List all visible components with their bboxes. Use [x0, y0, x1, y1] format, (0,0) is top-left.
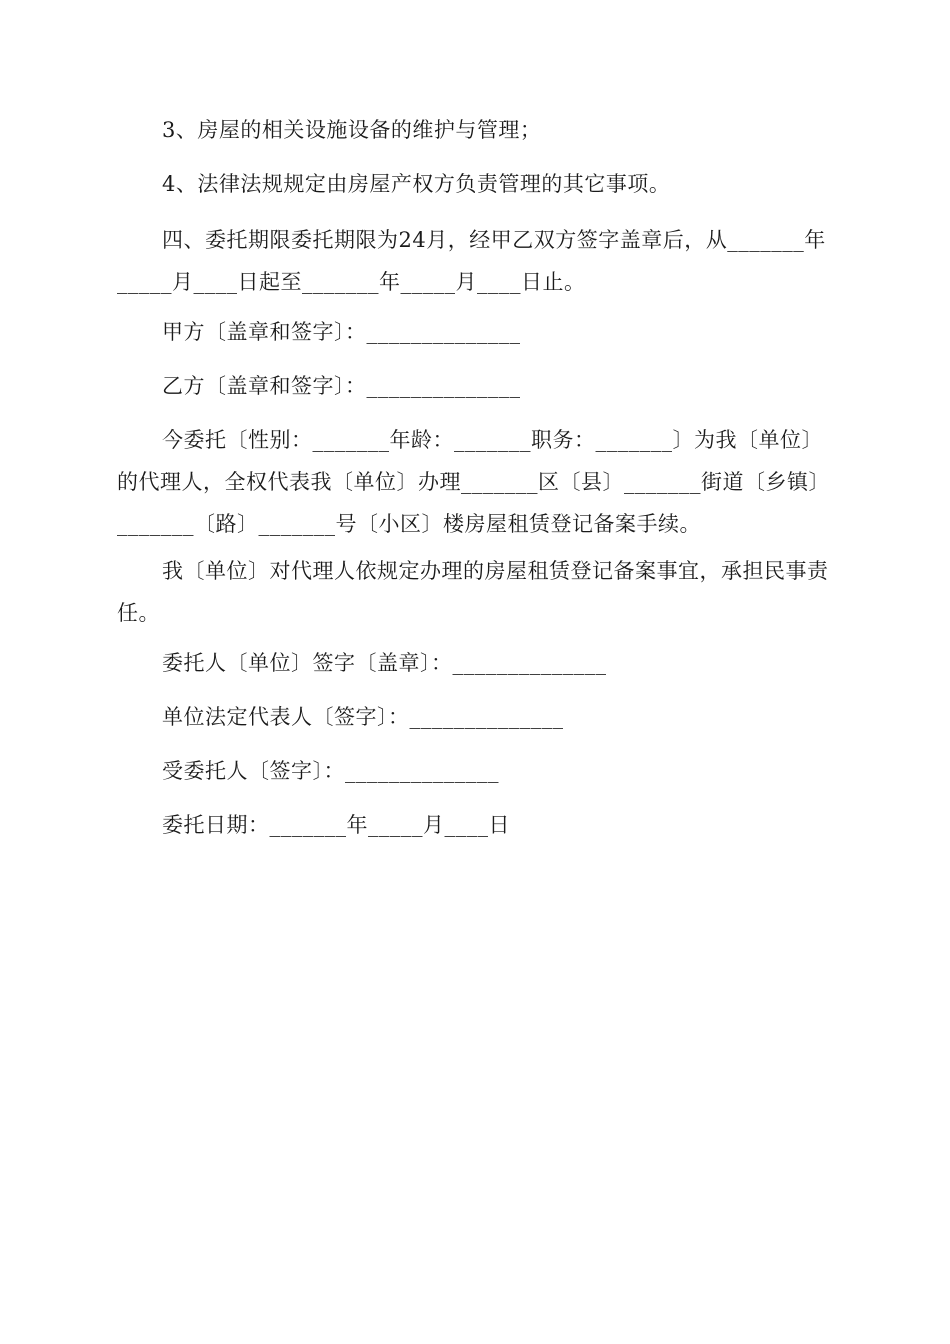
- agent-signature-line: 受委托人〔签字〕：______________: [162, 759, 499, 783]
- party-a-signature-line: 甲方〔盖章和签字〕：______________: [162, 320, 521, 344]
- liability-statement: 我〔单位〕对代理人依规定办理的房屋租赁登记备案事宜，承担民事责任。: [117, 559, 829, 625]
- section-4-entrust-period: 四、委托期限委托期限为24月，经甲乙双方签字盖章后，从_______年_____月____日起至_______年_____月____日止。: [117, 228, 826, 294]
- clause-3-facility-maintenance: 3、房屋的相关设施设备的维护与管理；: [162, 118, 542, 142]
- legal-representative-signature-line: 单位法定代表人〔签字〕：______________: [162, 705, 564, 729]
- principal-signature-line: 委托人〔单位〕签字〔盖章〕：______________: [162, 651, 607, 675]
- party-b-signature-line: 乙方〔盖章和签字〕：______________: [162, 374, 521, 398]
- clause-4-other-matters: 4、法律法规规定由房屋产权方负责管理的其它事项。: [162, 172, 671, 196]
- entrust-date-line: 委托日期：_______年_____月____日: [162, 813, 510, 837]
- power-of-attorney-text: 今委托〔性别：_______年龄：_______职务：_______〕为我〔单位〕的代理人，全权代表我〔单位〕办理_______区〔县〕_______街道〔乡镇〕_______〔路〕_______号〔小区〕楼房屋租赁登记备案手续。: [117, 428, 830, 536]
